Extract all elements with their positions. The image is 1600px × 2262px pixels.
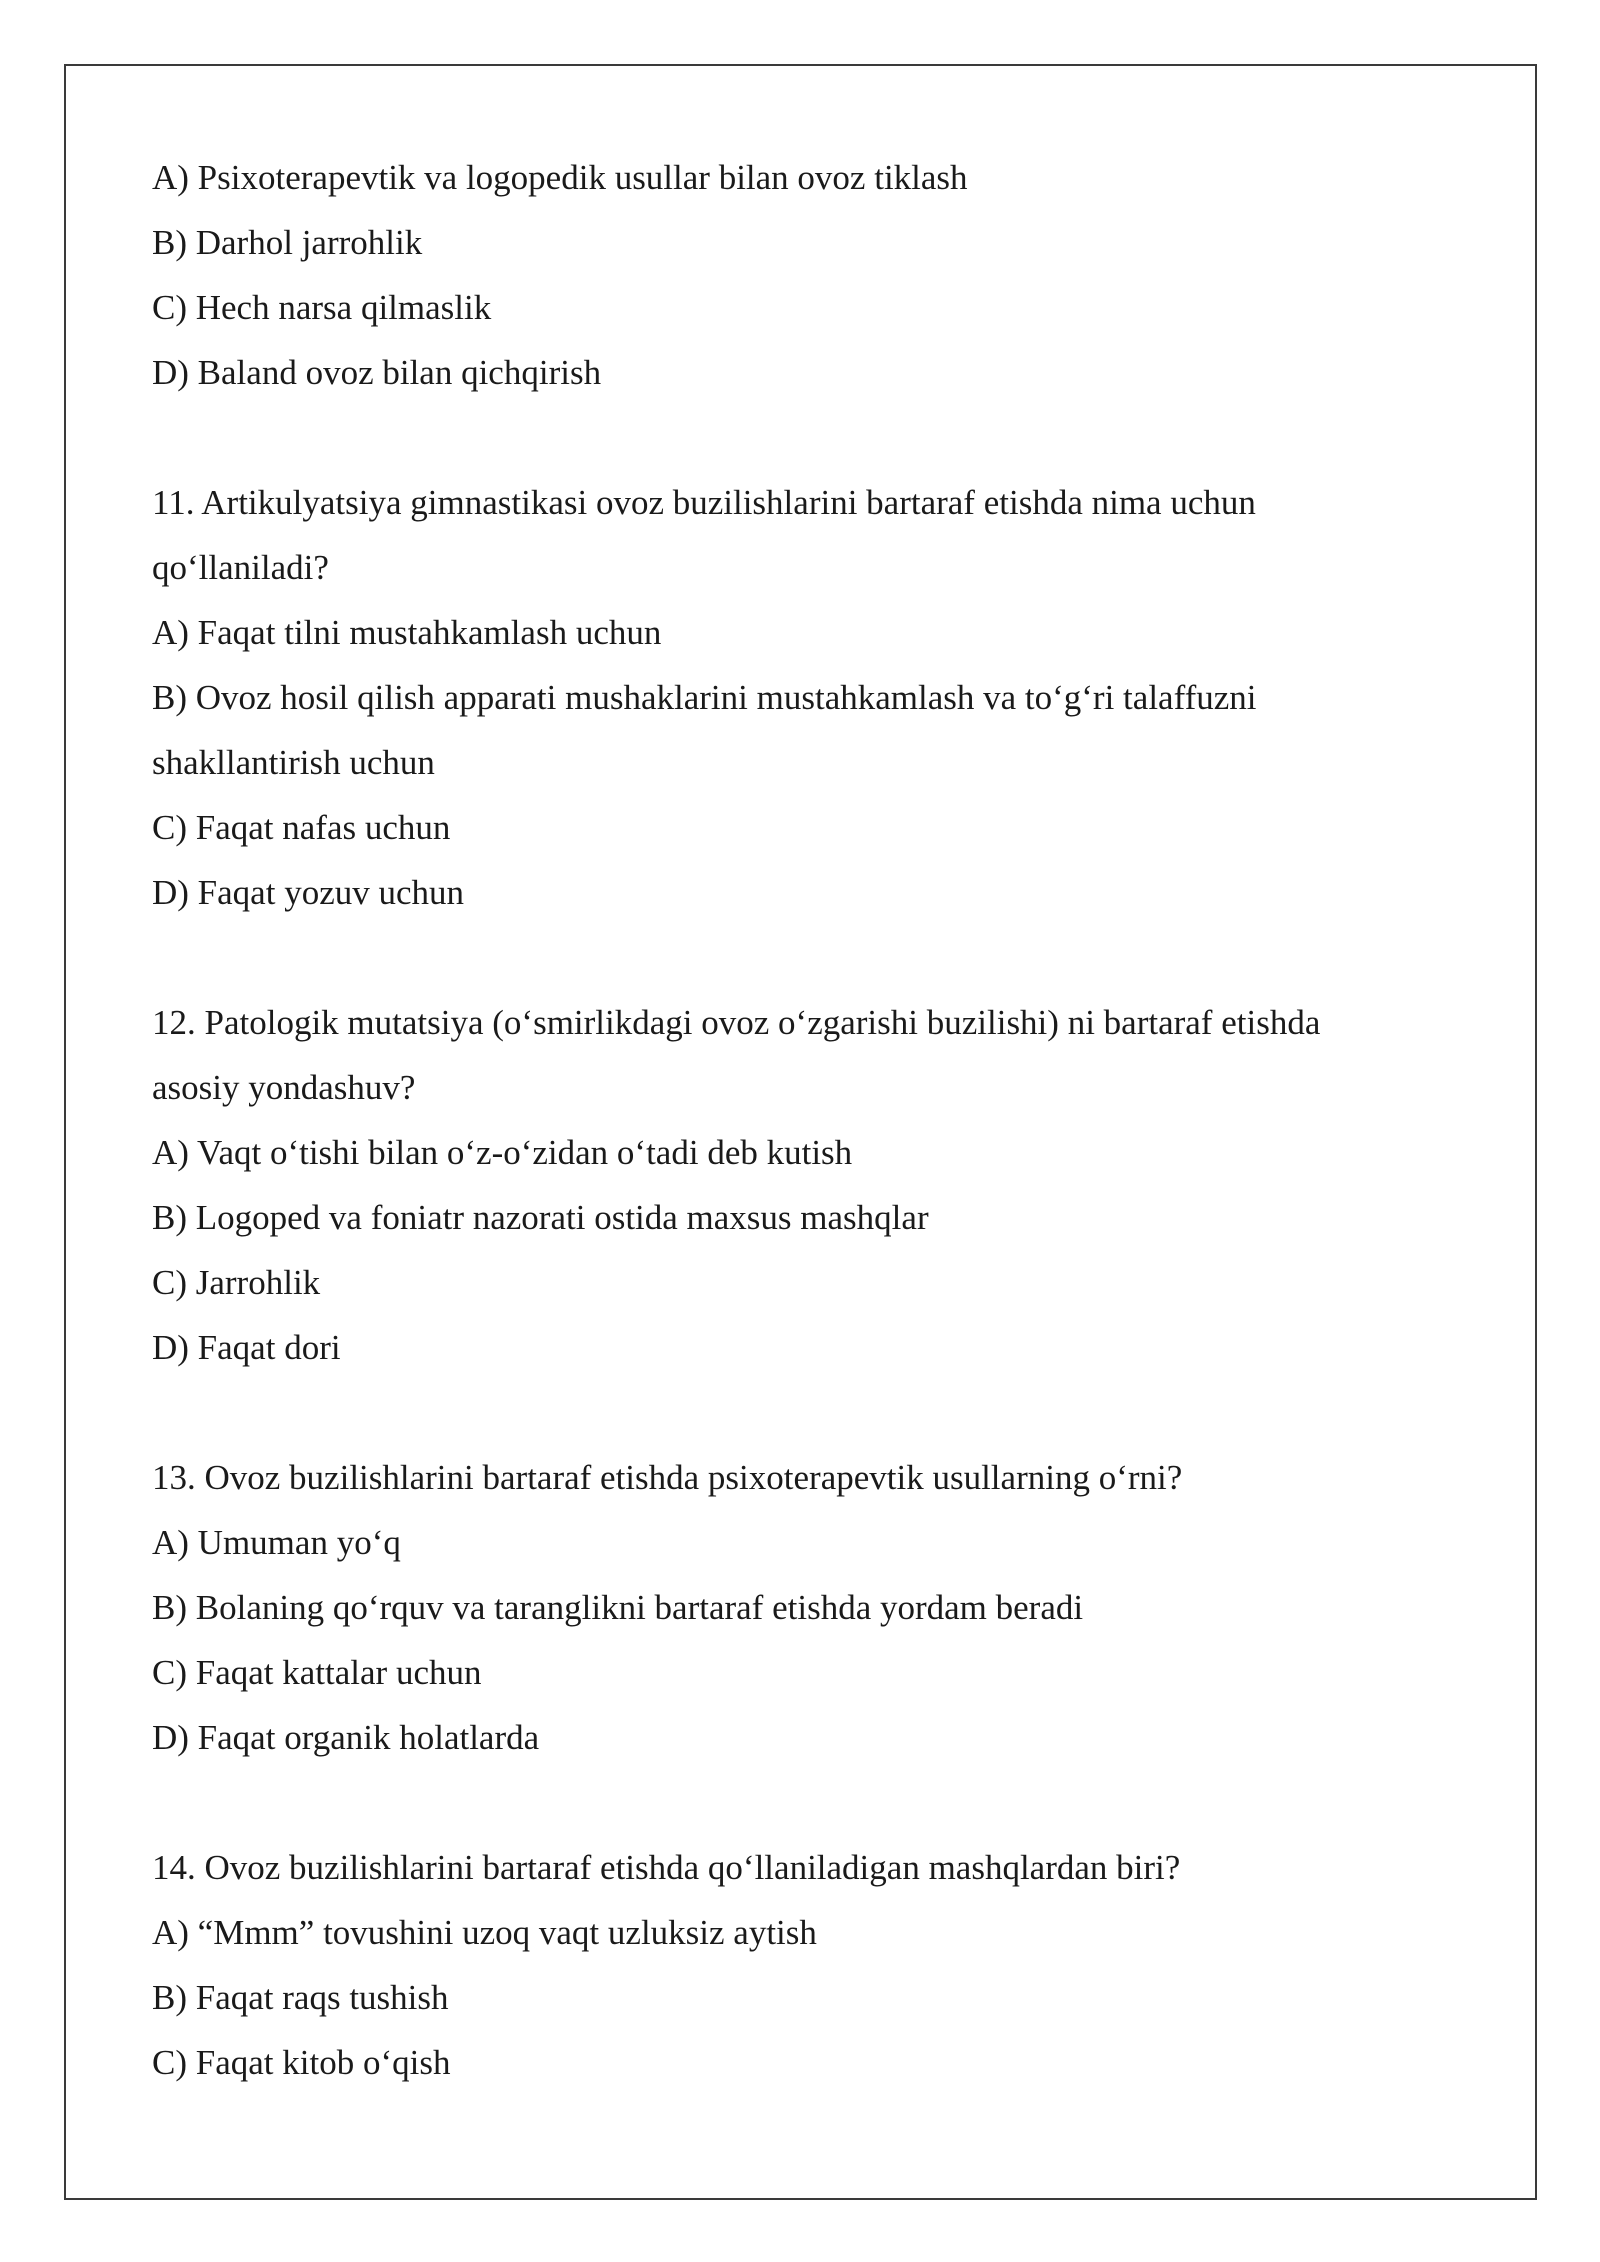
option-c: C) Faqat kitob o‘qish <box>152 2043 451 2082</box>
previous-question-options <box>152 145 1442 405</box>
option-b: B) Logoped va foniatr nazorati ostida maxsus mashqlar <box>152 1198 929 1237</box>
option-b: B) Ovoz hosil qilish apparati mushaklarini mustahkamlash va to‘g‘ri talaffuzni <box>152 678 1257 717</box>
option-c: C) Faqat kattalar uchun <box>152 1653 482 1692</box>
option-a: A) “Mmm” tovushini uzoq vaqt uzluksiz aytish <box>152 1913 817 1952</box>
option-b: B) Darhol jarrohlik <box>152 223 423 262</box>
option-d: D) Faqat dori <box>152 1328 341 1367</box>
option-c: C) Hech narsa qilmaslik <box>152 288 492 327</box>
option-a: A) Umuman yo‘q <box>152 1523 401 1562</box>
question-13 <box>152 1445 1442 1770</box>
option-d: D) Faqat organik holatlarda <box>152 1718 540 1757</box>
question-14 <box>152 1835 1442 2095</box>
question-text: 11. Artikulyatsiya gimnastikasi ovoz buzilishlarini bartaraf etishda nima uchun <box>152 483 1256 522</box>
option-c: C) Jarrohlik <box>152 1263 321 1302</box>
document-content <box>152 145 1442 2095</box>
option-b: B) Faqat raqs tushish <box>152 1978 449 2017</box>
question-text-continued: asosiy yondashuv? <box>152 1068 416 1107</box>
option-a: A) Faqat tilni mustahkamlash uchun <box>152 613 662 652</box>
option-b-continued: shakllantirish uchun <box>152 743 435 782</box>
option-d: D) Faqat yozuv uchun <box>152 873 465 912</box>
spacer <box>152 925 1442 990</box>
question-text: 12. Patologik mutatsiya (o‘smirlikdagi ovoz o‘zgarishi buzilishi) ni bartaraf etishda <box>152 1003 1321 1042</box>
question-12 <box>152 990 1442 1380</box>
option-a: A) Vaqt o‘tishi bilan o‘z-o‘zidan o‘tadi deb kutish <box>152 1133 853 1172</box>
option-c: C) Faqat nafas uchun <box>152 808 451 847</box>
spacer <box>152 405 1442 470</box>
question-text: 14. Ovoz buzilishlarini bartaraf etishda qo‘llaniladigan mashqlardan biri? <box>152 1848 1181 1887</box>
question-11 <box>152 470 1442 925</box>
spacer <box>152 1770 1442 1835</box>
option-a: A) Psixoterapevtik va logopedik usullar bilan ovoz tiklash <box>152 158 968 197</box>
option-d: D) Baland ovoz bilan qichqirish <box>152 353 602 392</box>
option-b: B) Bolaning qo‘rquv va taranglikni bartaraf etishda yordam beradi <box>152 1588 1084 1627</box>
spacer <box>152 1380 1442 1445</box>
question-text-continued: qo‘llaniladi? <box>152 548 329 587</box>
question-text: 13. Ovoz buzilishlarini bartaraf etishda psixoterapevtik usullarning o‘rni? <box>152 1458 1183 1497</box>
